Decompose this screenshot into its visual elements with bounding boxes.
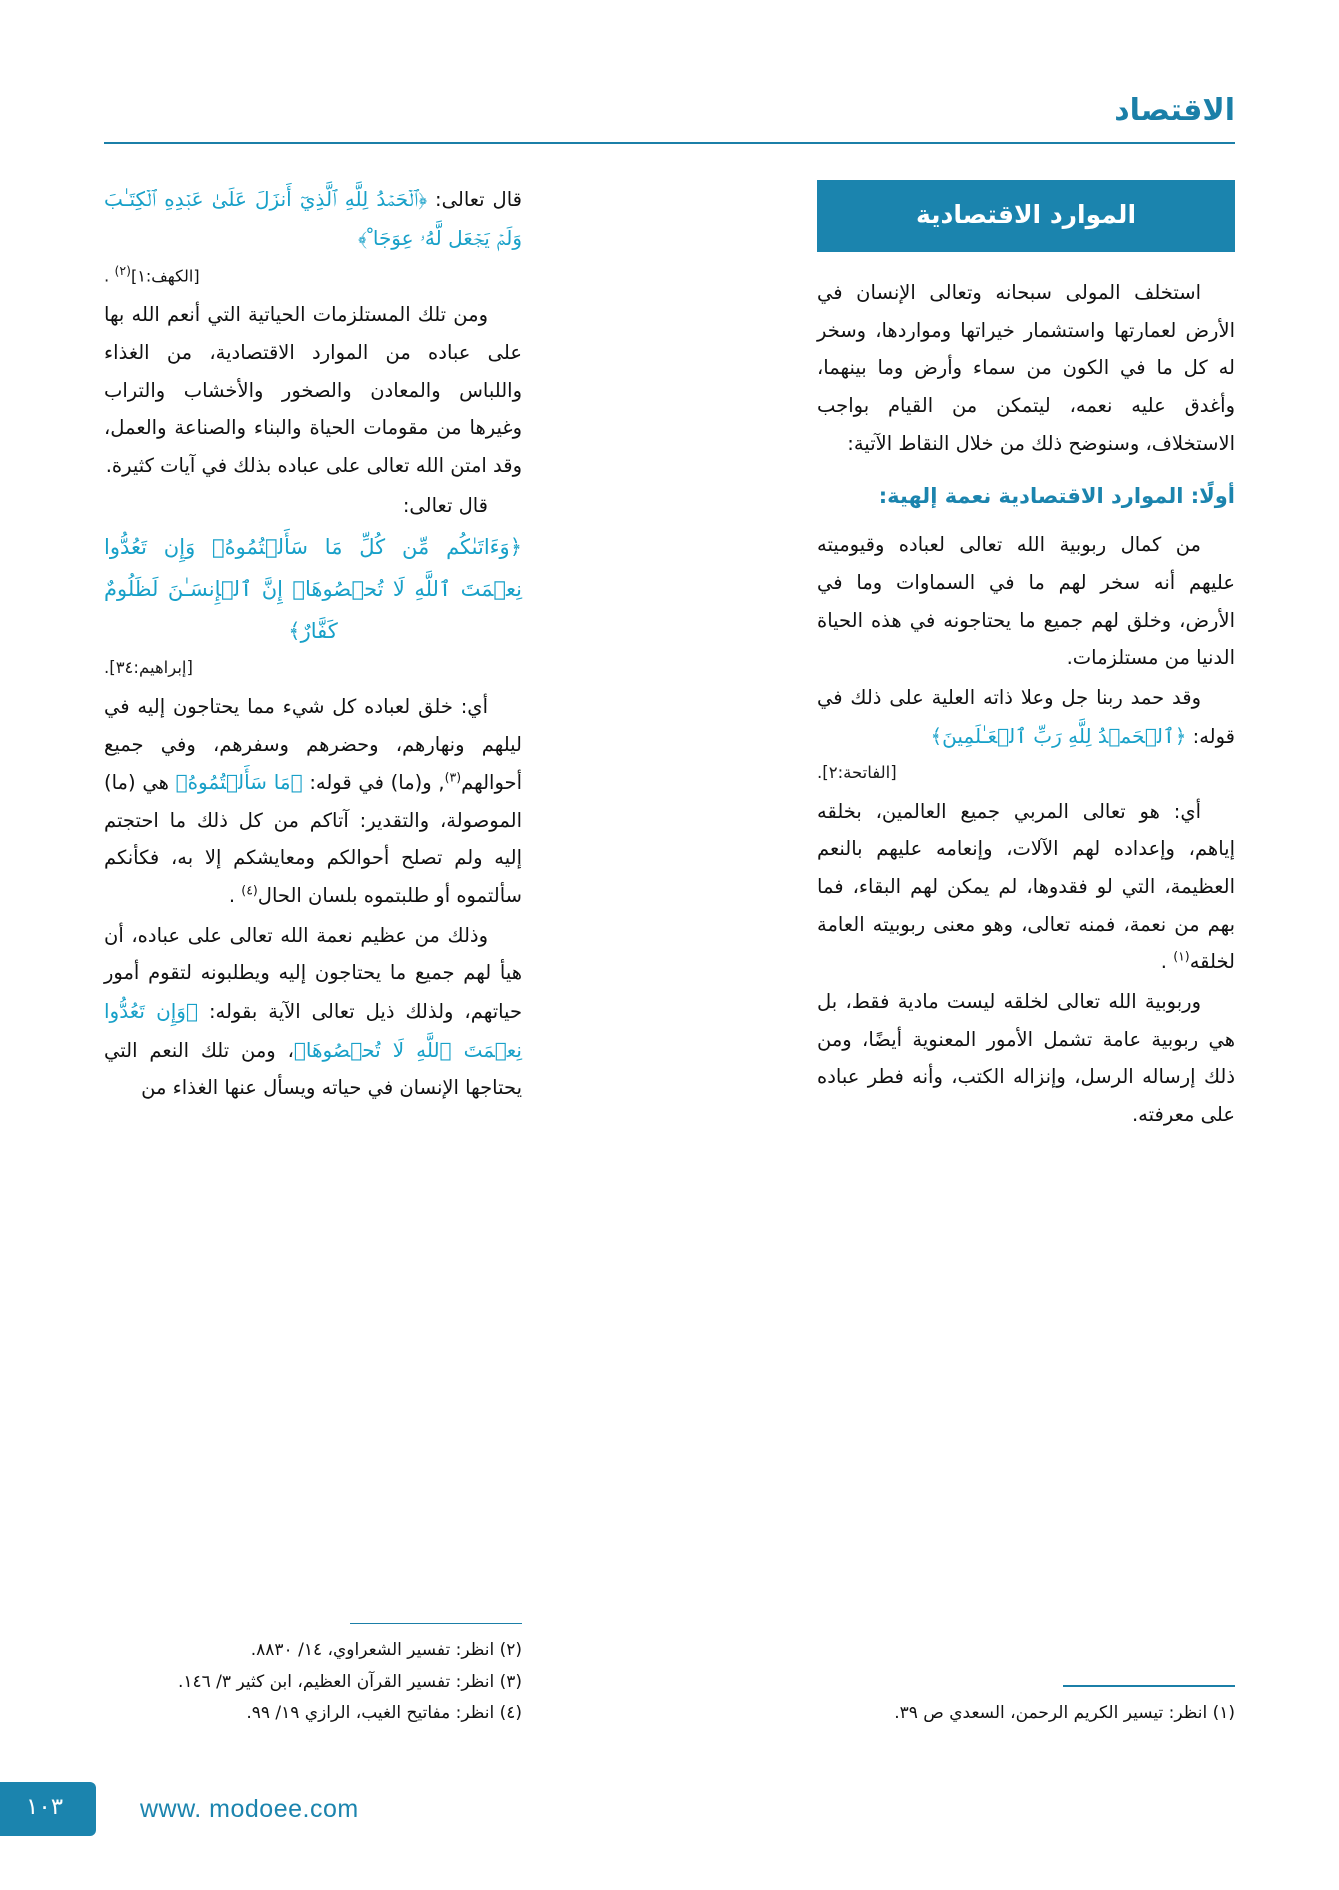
- footnote-divider: [350, 1623, 522, 1625]
- paragraph-text: , و(ما) في قوله:: [302, 771, 445, 795]
- paragraph-with-quran: [817, 679, 1235, 755]
- footnote-marker: (٢): [114, 263, 131, 279]
- paragraph-text: أي: هو تعالى المربي جميع العالمين، بخلقه إياهم، وإعداده لهم الآلات، وإنعامه عليهم بالنعم العظيمة، التي لو فقدوها، لم يمكن لهم البقاء، فما بهم من نعمة، فمنه تعالى، وهو معنى ربوبيته العامة لخلقه: [817, 799, 1235, 974]
- paragraph: استخلف المولى سبحانه وتعالى الإنسان في الأرض لعمارتها واستشمار خيراتها ومواردها، وسخر له كل ما في الكون من سماء وأرض وما بينهما، وأغدق عليه نعمه، ليتمكن من القيام بواجب الاستخلاف، وسنوضح ذلك من خلال النقاط الآتية:: [817, 281, 1235, 455]
- quran-verse: ﴿ٱلۡحَمۡدُ لِلَّهِ ٱلَّذِيٓ أَنزَلَ عَلَىٰ عَبۡدِهِ ٱلۡكِتَـٰبَ وَلَمۡ يَجۡعَل لَّهُۥ عِوَجَاﹾ﴾: [104, 187, 522, 250]
- paragraph-text: وقد حمد ربنا جل وعلا ذاته العلية على ذلك في قوله:: [817, 685, 1235, 748]
- reference-text: [الكهف:١]: [131, 266, 200, 286]
- left-column: [104, 180, 522, 1109]
- header-divider: [104, 142, 1235, 144]
- footnote-item: (٤) انظر: مفاتيح الغيب، الرازي ١٩/ ٩٩.: [246, 1702, 522, 1723]
- paragraph: من كمال ربوبية الله تعالى لعباده وقيوميته عليهم أنه سخر لهم ما في السماوات وما في الأرض، وخلق لهم جميع ما يحتاجونه في هذه الحياة الدنيا من مستلزمات.: [817, 533, 1235, 670]
- paragraph-text: قال تعالى:: [427, 188, 522, 211]
- paragraph: وربوبية الله تعالى لخلقه ليست مادية فقط، بل هي ربوبية عامة تشمل الأمور المعنوية أيضًا، ومن ذلك إرساله الرسل، وإنزاله الكتب، وأنه فطر عباده على معرفته.: [817, 989, 1235, 1126]
- quran-verse: ﴿ٱلۡحَمۡدُ لِلَّهِ رَبِّ ٱلۡعَـٰلَمِينَ﴾: [930, 723, 1187, 748]
- right-column: [817, 180, 1235, 1135]
- page-header: [104, 93, 1235, 148]
- site-url: www. modoee.com: [140, 1795, 359, 1823]
- verse-reference: [إبراهيم:٣٤].: [104, 658, 193, 678]
- quran-verse: ﴿وَإِن تَعُدُّوا نِعۡمَتَ ٱللَّهِ لَا تُحۡصُوهَا﴾: [104, 998, 522, 1062]
- footnote-item: (١) انظر: تيسير الكريم الرحمن، السعدي ص ٣٩.: [894, 1702, 1235, 1723]
- paragraph-text: أي: خلق لعباده كل شيء مما يحتاجون إليه في ليلهم ونهارهم، وحضرهم وسفرهم، وفي جميع أحوالهم: [104, 694, 522, 795]
- footnote-item: (٢) انظر: تفسير الشعراوي، ١٤/ ٨٨٣٠.: [250, 1640, 522, 1661]
- page-number: ١٠٣: [26, 1794, 64, 1820]
- verse-reference: [الكهف:١]$^{(٢)}$ .: [104, 263, 200, 286]
- paragraph: أي: خلق لعباده كل شيء مما يحتاجون إليه في ليلهم ونهارهم، وحضرهم وسفرهم، وفي جميع أحوالهم$^{(٣)}$, و(ما) في قوله: ﴿مَا سَأَلۡتُمُوهُ﴾ هي (ما) الموصولة، والتقدير: آتاكم من كل ذلك ما احتجتم إليه ولم تصلح أحوالكم ومعايشكم إلا به، فكأنكم سألتموه أو طلبتموه بلسان الحال$^{(٤)}$ .: [104, 694, 522, 908]
- paragraph: أي: هو تعالى المربي جميع العالمين، بخلقه إياهم، وإعداده لهم الآلات، وإنعامه عليهم بالنعم العظيمة، التي لو فقدوها، لم يمكن لهم البقاء، فما بهم من نعمة، فمنه تعالى، وهو معنى ربوبيته العامة لخلقه$^{(١)}$ .: [817, 799, 1235, 974]
- paragraph-with-quran: [104, 180, 522, 257]
- footnote-item: (٣) انظر: تفسير القرآن العظيم، ابن كثير ٣/ ١٤٦.: [177, 1671, 522, 1692]
- footnote-marker: (٣): [444, 769, 462, 785]
- footnotes-right: [817, 1685, 1235, 1730]
- paragraph-text: قال تعالى:: [402, 493, 488, 517]
- subsection-heading: أولًا: الموارد الاقتصادية نعمة إلهية:: [878, 484, 1235, 509]
- footnote-marker: (٤): [241, 882, 258, 898]
- footnotes-left: [104, 1623, 522, 1730]
- verse-reference: [الفاتحة:٢].: [817, 763, 897, 783]
- paragraph-with-quran: [104, 487, 522, 525]
- quran-verse: ﴿مَا سَأَلۡتُمُوهُ﴾: [175, 770, 303, 795]
- paragraph-text: هي (ما) الموصولة، والتقدير: آتاكم من كل ذلك ما احتجتم إليه ولم تصلح أحوالكم ومعايشكم إلا به، فكأنكم سألتموه أو طلبتموه بلسان الحال: [104, 771, 522, 908]
- footnote-marker: (١): [1173, 948, 1190, 964]
- paragraph: ومن تلك المستلزمات الحياتية التي أنعم الله بها على عباده من الموارد الاقتصادية، من الغذاء واللباس والمعادن والصخور والأخشاب والتراب وغيرها من مقومات الحياة والبناء والصناعة والعمل، وقد امتن الله تعالى على عباده بذلك في آيات كثيرة.: [104, 303, 522, 477]
- page-title: الاقتصاد: [1114, 93, 1235, 128]
- section-banner: الموارد الاقتصادية: [817, 180, 1235, 252]
- paragraph-text: ، ومن تلك النعم التي يحتاجها الإنسان في حياته ويسأل عنها الغذاء من: [104, 1038, 522, 1100]
- footnote-divider: [1063, 1685, 1235, 1687]
- paragraph: [104, 917, 522, 1107]
- paragraph-text: وذلك من عظيم نعمة الله تعالى على عباده، أن هيأ لهم جميع ما يحتاجون إليه ويطلبونه لتقوم أمور حياتهم، ولذلك ذيل تعالى الآية بقوله:: [104, 923, 522, 1023]
- quran-verse-block: ﴿وَءَاتَىٰكُم مِّن كُلِّ مَا سَأَلۡتُمُوهُۚ وَإِن تَعُدُّوا نِعۡمَتَ ٱللَّهِ لَا تُحۡصُوهَاۗ إِنَّ ٱلۡإِنسَـٰنَ لَظَلُومٌ كَفَّارٌ﴾: [104, 535, 522, 644]
